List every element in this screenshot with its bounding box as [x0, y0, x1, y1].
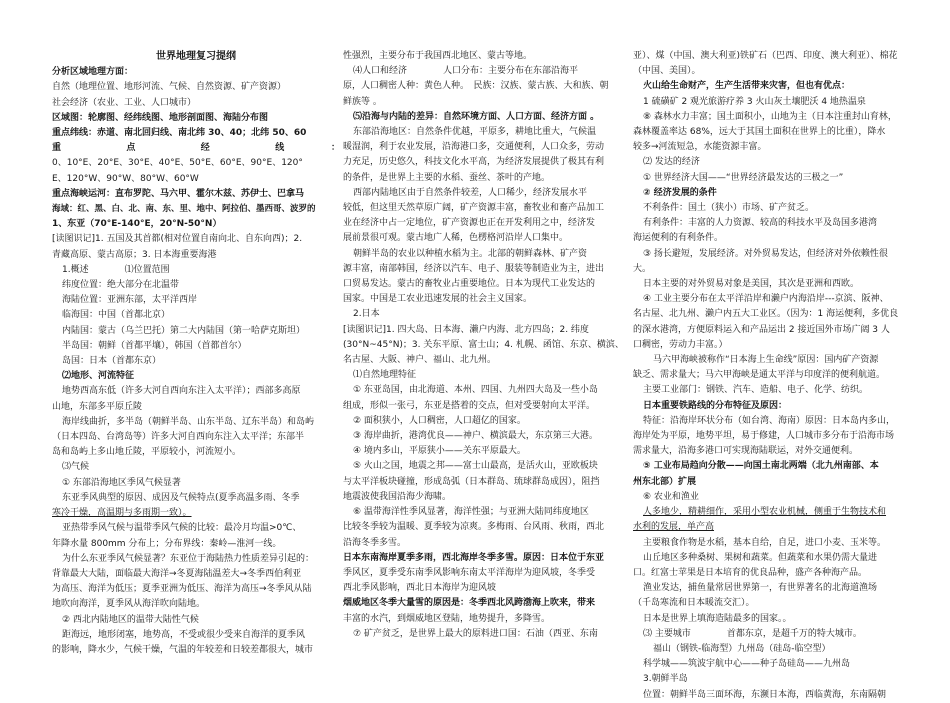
text-line: ⑦ 矿产贫乏，是世界上最大的原料进口国：石油（西亚、东南 [353, 628, 598, 639]
text-line: 自然（地理位置、地形河流、气候、自然资源、矿产资源） [52, 82, 287, 93]
text-line: 内陆国：蒙古（乌兰巴托）第二大内陆国（第一哈萨克斯坦） [62, 325, 306, 336]
text-line: (30°N~45°N)；3. 关东平原、富士山；4. 札幌、函馆、东京、横滨、 [343, 339, 624, 350]
text-line: 火山给生命财产，生产生活带来灾害，但也有优点： [643, 81, 851, 92]
text-line: ② 经济发展的条件 [643, 187, 717, 198]
text-line: 国家。中国是工农业迅速发展的社会主义国家。 [343, 294, 533, 305]
text-line: ② 面积狭小，人口稠密，人口超亿的国家。 [353, 415, 526, 426]
text-line: 地吹向海洋，夏季风从海洋吹向陆地。 [52, 599, 206, 610]
text-line: [读图识记]1. 四大岛、日本海、濑户内海、北方四岛；2. 纬度 [343, 324, 589, 335]
text-line: ⑤ 火山之国，地震之邦——富士山最高，是活火山，亚欧板块 [353, 461, 598, 472]
text-line: 大。 [633, 263, 652, 274]
text-line: 纬度位置：绝大部分在北温带 [62, 280, 180, 291]
text-line: 区域图：轮廓图、经纬线图、地形剖面图、海陆分布图 [52, 112, 269, 123]
text-line: 地势西高东低（许多大河自西向东注入太平洋）；西部多高原 [62, 386, 301, 397]
text-line: 主要粮食作物是水稻，基本自给，自足，进口小麦、玉米等。 [643, 537, 887, 548]
text-line: 较低，但这里天然草原广阔，矿产资源丰富，畜牧业和畜产品加工 [343, 203, 605, 214]
text-line: 烟威地区冬季大量雪的原因是：冬季西北风跨渤海上吹来，带来 [343, 598, 596, 609]
text-line: 0、10°E、20°E、30°E、40°E、50°E、60°E、90°E、120° [52, 158, 303, 169]
text-line: 海运便利的有利条件。 [633, 233, 724, 244]
text-line: ① 东部沿海地区季风气候显著 [62, 477, 181, 488]
text-line: ⑵地形、河流特征 [62, 371, 135, 382]
text-line: 较多→河流短急，水能资源丰富。 [633, 142, 767, 153]
text-line: 重点纬线：赤道、南北回归线、南北纬 30、40；北纬 50、60 [52, 128, 307, 139]
text-line: ④ 境内多山，平原狭小——关东平原最大。 [353, 446, 526, 457]
text-line: ⑶气候 [62, 462, 90, 473]
text-line: 东亚季风典型的原因、成因及气候特点(夏季高温多雨、冬季 [62, 492, 300, 503]
text-line: 海域：红、黑、白、北、南、东、里、地中、阿拉伯、墨西哥、波罗的 [52, 204, 316, 215]
text-line: 业在经济中占一定地位，矿产资源也正在开发利用之中，经济发 [343, 218, 596, 229]
text-line: 主要工业部门：钢铁、汽车、造船、电子、化学、纺织。 [643, 385, 869, 396]
text-line: 背靠最大大陆，面临最大海洋→冬夏海陆温差大→冬季西伯利亚 [52, 568, 302, 579]
text-line: 缺乏、需求量大；马六甲海峡是通太平洋与印度洋的便利航道。 [633, 370, 886, 381]
text-line: ④ 工业主要分布在太平洋沿岸和濑户内海沿岸---京滨、阪神、 [643, 294, 889, 305]
text-line: 位置：朝鲜半岛三面环海，东濒日本海，西临黄海，东南隔朝 [643, 689, 887, 700]
text-line: （千岛寒流和日本暖流交汇）。 [633, 598, 755, 609]
text-line: 口。红富士苹果是日本培育的优良品种，盛产各种海产品。 [633, 567, 868, 578]
text-line: ② 西北内陆地区的温带大陆性气候 [62, 614, 199, 625]
text-line: ⑵ 发达的经济 [643, 157, 700, 168]
text-line: 日本重要铁路线的分布特征及原因： [643, 400, 788, 411]
column-right [633, 49, 921, 700]
text-line: 需求量大，沿海多港口可实现海陆联运，对外交通便利。 [633, 446, 859, 457]
text-line: 的深水港湾，方便原料运入和产品运出 2 接近国外市场广阔 3 人 [633, 324, 890, 335]
text-line: 季风区，夏季受东南季风影响东南太平洋海岸为迎风坡，冬季受 [343, 567, 596, 578]
text-line: 组成，形似一张弓，东亚是搭着的交点，但对受要射向太平洋。 [343, 400, 596, 411]
text-line: 日本东南海岸夏季多雨，西北海岸冬季多雪。原因：日本位于东亚 [343, 552, 605, 563]
text-line: 原，人口稠密人种：黄色人种。 民族：汉族、蒙古族、大和族、朝 [343, 81, 609, 92]
text-line: 寒冷干燥，高温期与多雨期一致）。 [52, 508, 192, 519]
text-line: 比较冬季较为温暖、夏季较为凉爽。多梅雨、台风雨、秋雨，西北 [343, 522, 605, 533]
text-line: 朝鲜半岛的农业以种植水稻为主。北部的朝鲜森林、矿产资 [353, 248, 588, 259]
text-line: 鲜族等 。 [343, 96, 382, 107]
text-line: 西部内陆地区由于自然条件较差，人口稀少，经济发展水平 [353, 187, 588, 198]
text-line: 距海远，地形闭塞，地势高，不受或很少受来自海洋的夏季风 [62, 629, 306, 640]
text-line: 年降水量 800mm 分布上；分布界线：秦岭—淮河一线。 [52, 538, 282, 549]
text-line: 沿海冬季多雪。 [343, 537, 407, 548]
text-line: ① 东亚岛国，由北海道、本州、四国、九州四大岛及一些小岛 [353, 385, 598, 396]
text-line: 渔业发达，捕鱼量常居世界第一，有世界著名的北海道渔场 [643, 583, 878, 594]
text-line: 西北季风影响，西北日本海岸为迎风坡 [343, 583, 497, 594]
text-line: 重 点 经 线 ： [52, 143, 340, 154]
text-line: 特征：沿海岸环状分布（如台湾、海南）原因：日本岛内多山， [643, 415, 896, 426]
text-line: 海岸处为平原，地势平坦，易于修建，人口城市多分布于沿海市场 [633, 431, 895, 442]
text-line: 口稠密，劳动力丰富。） [633, 339, 728, 350]
text-line: 的影响，降水少，气候干燥，气温的年较差和日较差都很大，城市 [52, 644, 314, 655]
text-line: 福山（钢铁-临海型）九州岛（硅岛-临空型） [653, 643, 831, 654]
text-line: ③ 海岸曲折，港湾优良——神户、横滨最大，东京第三大港。 [353, 431, 598, 442]
text-line: ③ 扬长避短，发展经济。对外贸易发达，但经济对外依赖性很 [643, 248, 888, 259]
text-line: 半岛国：朝鲜（首都平壤），韩国（首都首尔） [62, 340, 247, 351]
column-middle [343, 49, 631, 669]
text-line: 口贸易发达。蒙古的畜牧业占重要地位。日本为现代工业发达的 [343, 279, 596, 290]
text-line: 重点海峡运河：直布罗陀、马六甲、霍尔木兹、苏伊士、巴拿马 [52, 188, 305, 199]
text-line: 日本是世界上填海造陆最多的国家。。 [643, 613, 792, 624]
text-line: 州东北部）扩展 [633, 476, 697, 487]
text-line: 岛和岛屿上多山地丘陵，平原较小，河流短小。 [52, 447, 242, 458]
text-line: 海岸线曲折，多半岛（朝鲜半岛、山东半岛、辽东半岛）和岛屿 [62, 416, 315, 427]
text-line: 暖湿润，利于农业发展，沿海港口多，交通便利，人口众多，劳动 [343, 142, 605, 153]
text-line: 力充足，历史悠久，科技文化水平高，为经济发展提供了极其有利 [343, 157, 605, 168]
text-line: 山地，东部多平原丘陵 [52, 401, 143, 412]
text-line: 丰富的水汽，到烟威地区登陆，地势提升，多降雪。 [343, 613, 551, 624]
text-line: ⑶ 主要城市 首都东京，是超千万的特大城市。 [643, 628, 862, 639]
text-line: 展前景很可观。蒙古地广人稀，色楞格河沿岸人口集中。 [343, 233, 569, 244]
text-line: 为高压、海洋为低压；夏季亚洲为低压、海洋为高压→冬季风从陆 [52, 584, 312, 595]
text-line: [读图识记]1. 五国及其首都(相对位置自南向北、自东向西)；2. [52, 234, 303, 245]
text-line: ⑥ 农业和渔业 [643, 491, 699, 502]
text-line: 水利的发展，单产高 [633, 522, 715, 533]
text-line: 社会经济（农业、工业、人口城市） [52, 97, 197, 108]
text-line: 岛国：日本（首都东京） [62, 356, 162, 367]
text-line: ⑧ 森林水力丰富；国土面积小，山地为主（日本注重封山育林， [643, 111, 897, 122]
text-line: 亚热带季风气候与温带季风气候的比较：最冷月均温>0℃、 [62, 523, 302, 534]
text-line: 东部沿海地区：自然条件优越，平原多，耕地比重大，气候温 [353, 127, 597, 138]
text-line: 2.日本 [353, 309, 380, 320]
text-line: 1.概述 ⑴位置范围 [62, 264, 170, 275]
column-left [52, 49, 340, 669]
text-line: ⑤ 工业布局趋向分散——向国土南北两端（北九州南部、本 [643, 461, 879, 472]
text-line: 地震波使我国沿海少海啸。 [343, 491, 452, 502]
text-line: 源丰富，南部韩国，经济以汽车、电子、服装等制造业为主，进出 [343, 263, 605, 274]
document-title: 世界地理复习提纲 [156, 51, 236, 62]
text-line: 名古屋、大阪、神户、福山、北九州。 [343, 355, 497, 366]
text-line: 临海国：中国（首都北京） [62, 310, 171, 321]
text-line: 海陆位置：亚洲东部，太平洋西岸 [62, 295, 198, 306]
text-line: ⑴自然地理特征 [353, 370, 417, 381]
text-line: 科学城——筑波宇航中心——种子岛硅岛——九州岛 [643, 659, 851, 670]
text-line: 山丘地区多种桑树、果树和蔬菜。但蔬菜和水果仍需大量进 [643, 552, 878, 563]
text-line: 为什么东亚季风气候显著？东亚位于海陆热力性质差异引起的： [62, 553, 315, 564]
text-line: ⑥ 温带海洋性季风显著，海洋性强；与亚洲大陆同纬度地区 [353, 507, 589, 518]
text-line: 1 硫磺矿 2 观光旅游疗养 3 火山灰土壤肥沃 4 地热温泉 [643, 96, 866, 107]
text-line: 不利条件：国土（狭小）市场、矿产贫乏。 [643, 203, 815, 214]
text-line: ① 世界经济大国——“世界经济最发达的三极之一” [643, 172, 844, 183]
text-line: 性强烈，主要分布于我国西北地区、蒙古等地。 [343, 51, 533, 61]
text-line: （日本四岛、台湾岛等）许多大河自西向东注入太平洋；东部半 [52, 432, 305, 443]
text-line: ⑸沿海与内陆的差异：自然环境方面、人口方面、经济方面 。 [353, 111, 600, 122]
text-line: 名古屋、北九州、濑户内五大工业区。（因为：1 海运便利，多优良 [633, 309, 899, 320]
text-line: 日本主要的对外贸易对象是美国，其次是亚洲和西欧。 [643, 279, 860, 290]
text-line: （中国、美国）。 [633, 66, 701, 77]
text-line: 亚）、煤（中国、澳大利亚)铁矿石（巴西、印度、澳大利亚）、棉花 [633, 51, 898, 61]
text-line: 青藏高原、蒙古高原；3. 日本海重要海港 [52, 249, 217, 260]
text-line: 森林覆盖率达 68%，远大于其国土面积在世界上的比重），降水 [633, 127, 886, 138]
text-line: 马六甲海峡被称作“日本海上生命线”原因：国内矿产资源 [653, 355, 879, 366]
text-line: 有利条件：丰富的人力资源、较高的科技水平及岛国多港湾 [643, 218, 878, 229]
text-line: 3.朝鲜半岛 [643, 674, 688, 685]
text-line: 1、东亚（70°E-140°E，20°N-50°N） [52, 219, 222, 230]
text-line: 人多地少，精耕细作，采用小型农业机械，侧重于生物技术和 [643, 507, 887, 518]
text-line: ⑷人口和经济 人口分布：主要分布在东部沿海平 [353, 66, 579, 77]
text-line: 的条件，是世界上主要的水稻、蚕丝、茶叶的产地。 [343, 172, 551, 183]
text-line: 分析区域地理方面： [52, 67, 134, 78]
text-line: 与太平洋板块碰撞，形成岛弧（日本群岛、琉球群岛成因），阻挡 [343, 476, 600, 487]
text-line: E、120°W、90°W、80°W、60°W [52, 173, 199, 184]
